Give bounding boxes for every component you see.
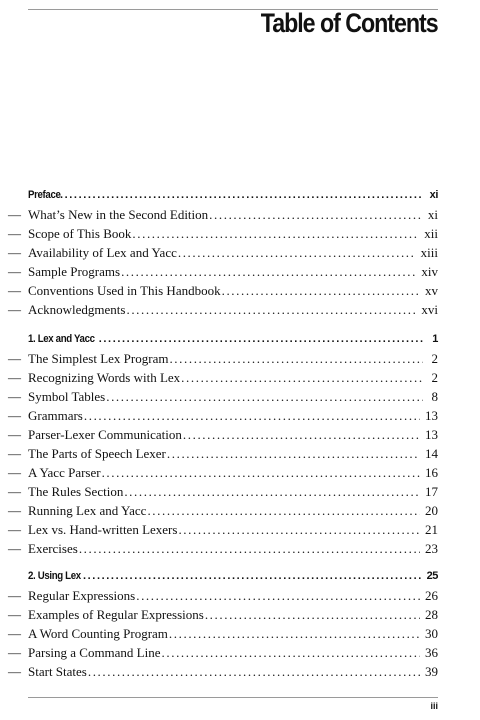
- toc-entry[interactable]: [0, 624, 480, 643]
- dot-leader: [162, 643, 420, 662]
- toc-entry[interactable]: [0, 300, 480, 319]
- toc-entry-page: 26: [425, 588, 438, 603]
- dot-leader: [124, 482, 420, 501]
- dot-leader: [88, 662, 420, 681]
- entry-dash: —: [8, 541, 21, 556]
- toc-entry[interactable]: [0, 444, 480, 463]
- toc-entry-title: Recognizing Words with Lex: [28, 370, 181, 385]
- toc-heading-title: 1. Lex and Yacc: [28, 333, 95, 345]
- toc-entry-page: 2: [431, 351, 438, 366]
- entry-dash: —: [8, 664, 21, 679]
- toc-entry[interactable]: [0, 368, 480, 387]
- toc-entry[interactable]: [0, 463, 480, 482]
- toc-entry-title: Lex vs. Hand-written Lexers: [28, 522, 178, 537]
- toc-entry[interactable]: [0, 605, 480, 624]
- toc-entry[interactable]: [0, 224, 480, 243]
- dot-leader: [83, 567, 422, 586]
- toc-entry[interactable]: [0, 539, 480, 558]
- bottom-rule: [28, 697, 438, 698]
- toc-entry[interactable]: [0, 243, 480, 262]
- page-number: iii: [430, 701, 438, 711]
- toc-entry-title: Grammars: [28, 408, 83, 423]
- toc-entry-page: xiii: [420, 245, 438, 260]
- entry-dash: —: [8, 607, 21, 622]
- toc-entry-title: The Parts of Speech Lexer: [28, 446, 166, 461]
- toc-heading-page: 1: [432, 333, 438, 345]
- dot-leader: [209, 205, 423, 224]
- toc-entry-title: Running Lex and Yacc: [28, 503, 147, 518]
- entry-dash: —: [8, 283, 21, 298]
- toc-entry[interactable]: [0, 520, 480, 539]
- toc-entry[interactable]: [0, 406, 480, 425]
- entry-dash: —: [8, 351, 21, 366]
- toc-entry-title: A Word Counting Program: [28, 626, 168, 641]
- dot-leader: [121, 262, 416, 281]
- dot-leader: [84, 406, 420, 425]
- toc-heading[interactable]: [0, 186, 480, 205]
- toc-entry[interactable]: [0, 643, 480, 662]
- entry-dash: —: [8, 427, 21, 442]
- toc-heading-title: 2. Using Lex: [28, 570, 81, 582]
- dot-leader: [222, 281, 420, 300]
- toc-entry-title: Parser-Lexer Communication: [28, 427, 182, 442]
- toc-entry-title: Acknowledgments: [28, 302, 126, 317]
- dot-leader: [132, 224, 419, 243]
- entry-dash: —: [8, 503, 21, 518]
- toc-section-chapter-2: [0, 567, 480, 681]
- toc-heading-title: Preface: [28, 189, 61, 201]
- toc-heading[interactable]: [0, 330, 480, 349]
- entry-dash: —: [8, 245, 21, 260]
- toc-entry-page: 39: [425, 664, 438, 679]
- dot-leader: [79, 539, 420, 558]
- toc-entry-title: Regular Expressions: [28, 588, 136, 603]
- entry-dash: —: [8, 207, 21, 222]
- dot-leader: [126, 300, 416, 319]
- toc-entry-title: The Rules Section: [28, 484, 124, 499]
- toc-entry-title: A Yacc Parser: [28, 465, 101, 480]
- entry-dash: —: [8, 370, 21, 385]
- toc-entry-title: Parsing a Command Line: [28, 645, 161, 660]
- toc-entry[interactable]: [0, 387, 480, 406]
- dot-leader: [169, 349, 423, 368]
- entry-dash: —: [8, 389, 21, 404]
- toc-section-chapter-1: [0, 330, 480, 558]
- toc-entry-page: 17: [425, 484, 438, 499]
- toc-entry[interactable]: [0, 586, 480, 605]
- toc-entry-title: Start States: [28, 664, 87, 679]
- toc-entry-page: 13: [425, 427, 438, 442]
- toc-entry-page: 36: [425, 645, 438, 660]
- toc-entry-title: The Simplest Lex Program: [28, 351, 169, 366]
- toc-entry-page: xii: [424, 226, 438, 241]
- toc-entry[interactable]: [0, 349, 480, 368]
- entry-dash: —: [8, 465, 21, 480]
- dot-leader: [169, 624, 420, 643]
- entry-dash: —: [8, 226, 21, 241]
- toc-entry[interactable]: [0, 281, 480, 300]
- toc-entry-page: xvi: [421, 302, 438, 317]
- toc-entry-page: xiv: [421, 264, 438, 279]
- toc-entry[interactable]: [0, 501, 480, 520]
- toc-entry-title: Symbol Tables: [28, 389, 106, 404]
- dot-leader: [99, 330, 423, 349]
- dot-leader: [136, 586, 420, 605]
- toc-entry[interactable]: [0, 425, 480, 444]
- toc-entry-title: Sample Programs: [28, 264, 121, 279]
- entry-dash: —: [8, 484, 21, 499]
- toc-entry-title: Examples of Regular Expressions: [28, 607, 204, 622]
- toc-entry-page: 16: [425, 465, 438, 480]
- dot-leader: [183, 425, 420, 444]
- toc-entry-page: 2: [431, 370, 438, 385]
- toc-entry-page: 28: [425, 607, 438, 622]
- toc-entry-title: Availability of Lex and Yacc: [28, 245, 177, 260]
- entry-dash: —: [8, 626, 21, 641]
- entry-dash: —: [8, 446, 21, 461]
- toc-entry-page: 8: [431, 389, 438, 404]
- dot-leader: [147, 501, 420, 520]
- toc-entry-page: 13: [425, 408, 438, 423]
- toc-entry[interactable]: [0, 262, 480, 281]
- toc-entry-title: Exercises: [28, 541, 78, 556]
- dot-leader: [178, 243, 416, 262]
- toc-heading-page: xi: [429, 189, 438, 201]
- toc-entry-page: xv: [425, 283, 438, 298]
- entry-dash: —: [8, 302, 21, 317]
- toc-heading[interactable]: [0, 567, 480, 586]
- toc-entry[interactable]: [0, 205, 480, 224]
- dot-leader: [181, 368, 423, 387]
- toc-entry-page: 14: [425, 446, 438, 461]
- dot-leader: [102, 463, 420, 482]
- toc-heading-page: 25: [426, 570, 438, 582]
- dot-leader: [205, 605, 420, 624]
- toc-entry-title: Conventions Used in This Handbook: [28, 283, 221, 298]
- toc-entry-page: 20: [425, 503, 438, 518]
- entry-dash: —: [8, 522, 21, 537]
- dot-leader: [178, 520, 420, 539]
- toc-entry-page: 23: [425, 541, 438, 556]
- toc-entry-title: Scope of This Book: [28, 226, 132, 241]
- toc-entry-page: xi: [427, 207, 438, 222]
- entry-dash: —: [8, 645, 21, 660]
- toc-section-preface: [0, 186, 480, 319]
- dot-leader: [167, 444, 420, 463]
- toc-entry-page: 30: [425, 626, 438, 641]
- toc-entry-title: What’s New in the Second Edition: [28, 207, 209, 222]
- dot-leader: [60, 186, 423, 205]
- toc-entry[interactable]: [0, 482, 480, 501]
- toc-entry-page: 21: [425, 522, 438, 537]
- entry-dash: —: [8, 588, 21, 603]
- entry-dash: —: [8, 408, 21, 423]
- toc-entry[interactable]: [0, 662, 480, 681]
- entry-dash: —: [8, 264, 21, 279]
- page-title: Table of Contents: [261, 8, 438, 38]
- dot-leader: [106, 387, 423, 406]
